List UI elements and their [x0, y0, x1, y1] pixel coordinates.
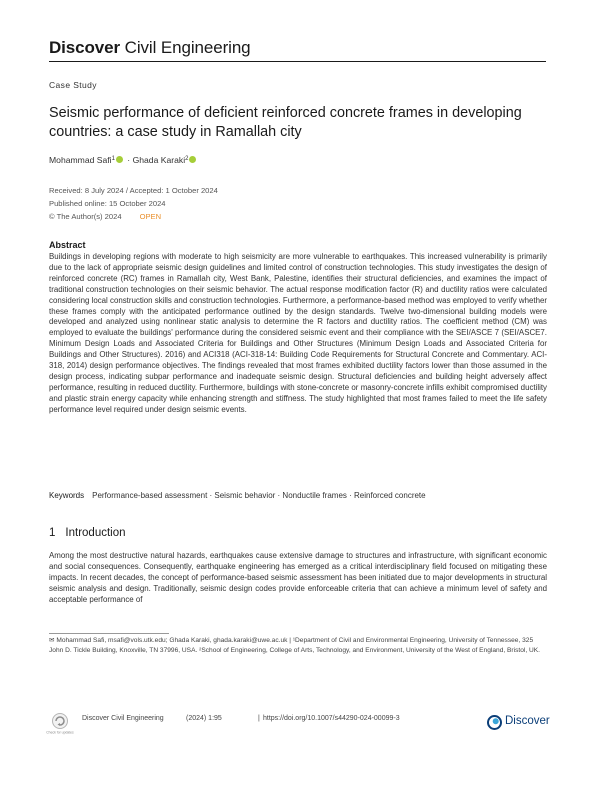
check-for-updates-icon[interactable] — [46, 712, 74, 736]
section-heading — [49, 527, 126, 539]
section-number: 1 — [49, 527, 56, 539]
footer-volume: (2024) 1:95 — [186, 715, 222, 722]
keywords-heading: Keywords — [49, 491, 85, 500]
footnote-rule — [49, 633, 169, 634]
abstract-body: Buildings in developing regions with moderate to high seismicity are more vulnerable to earthquakes. This increased vulnerability is primarily due to the lack of appropriate seismic design guidelines and limited control of construction technologies. This study investigates the design of reinforced concrete (RC) frames in Ramallah city, West Bank, Palestine, identifies their structural deficiencies, and examines the impact of traditional construction technologies on their seismic behavior. The actual response modification factor (R) and ductility ratios were calculated considering local construction skills and construction technologies. Furthermore, a performance-based method was employed to verify whether these frames comply with the anticipated performance outlined by the design standards. Twelve two-dimensional building models were developed and analyzed using nonlinear static analysis to determine the R factors and ductility ratios. The coefficient method (CM) was employed to evaluate the buildings' performance during the considered seismic event and their compliance with the SEI/ASCE 7 (SEI/ASCE7. Minimum Design Loads and Associated Criteria for Buildings and Other Structures (Minimum Design Loads and Associated Criteria for Buildings and Other Structures). 2016) and ACI318 (ACI-318-14: Building Code Requirements for Structural Concrete and Commentary. ACI-318, 2014) design performance objectives. The findings revealed that most frames exhibited ductility factors lower than those assumed in the design process, indicating subpar performance and inadequate seismic design. Structural deficiencies and building height adversely affect performance, resulting in reduced ductility. Furthermore, buildings with stone-concrete or masonry-concrete infills exhibit compromised ductility and plastic strain energy capacity while enhancing strength and stiffness. The study highlighted that most frames failed to meet the life safety performance level required under design seismic events. — [49, 252, 547, 414]
article-type: Case Study — [49, 80, 97, 90]
affiliation-marker: 2 — [185, 156, 189, 162]
footer-separator: | — [258, 715, 260, 722]
keywords-list: Performance-based assessment · Seismic behavior · Nonductile frames · Reinforced concrete — [92, 491, 426, 500]
abstract-heading: Abstract — [49, 240, 86, 250]
footer-journal: Discover Civil Engineering — [82, 715, 164, 722]
journal-name-bold: Discover — [49, 38, 121, 57]
page-footer — [46, 712, 549, 742]
section-body: Among the most destructive natural hazards, earthquakes cause extensive damage to structures and infrastructure, with significant economic and social consequences. Consequently, earthquake engineering has emerged as a critical interdisciplinary field focused on mitigating these impacts. In recent decades, the concept of performance-based seismic assessment has been initiated due to major developments in structural seismic analysis and design. Traditionally, seismic design codes provide enforceable criteria that can achieve a minimum level of safety and acceptable performance of — [49, 551, 547, 604]
author-name[interactable]: Ghada Karaki — [132, 155, 186, 165]
header-rule — [49, 61, 546, 62]
correspondence-footnote: ✉ Mohammad Safi, msafi@vols.utk.edu; Ghada Karaki, ghada.karaki@uwe.ac.uk | ¹Department of Civil and Environmental Engineering, University of Tennessee, 325 John D. Tickle Building, Knoxville, TN 37996, USA. ²School of Engineering, College of Arts, Technology, and Environment, University of the West of England, Bristol, UK. — [49, 637, 540, 655]
published-date: Published online: 15 October 2024 — [49, 199, 166, 208]
check-for-updates-label: Check for updates — [46, 730, 74, 735]
affiliation-marker: 1 — [111, 156, 115, 162]
article-title: Seismic performance of deficient reinforced concrete frames in developing countries: a case study in Ramallah city — [49, 105, 522, 140]
received-accepted-dates: Received: 8 July 2024 / Accepted: 1 October 2024 — [49, 186, 218, 195]
license-line — [49, 212, 161, 221]
journal-name-rest: Civil Engineering — [124, 38, 251, 57]
discover-logo-text: Discover — [505, 715, 550, 727]
author-separator: · — [124, 155, 133, 165]
author-list — [49, 155, 198, 165]
author-name[interactable]: Mohammad Safi — [49, 155, 112, 165]
doi-link[interactable]: https://doi.org/10.1007/s44290-024-00099-3 — [263, 715, 400, 722]
orcid-icon[interactable] — [116, 156, 123, 163]
copyright: © The Author(s) 2024 — [49, 212, 122, 221]
journal-name — [49, 38, 251, 58]
orcid-icon[interactable] — [189, 156, 196, 163]
discover-logo-icon — [487, 715, 502, 730]
section-title: Introduction — [65, 527, 126, 539]
keywords — [49, 491, 426, 500]
open-access-badge: OPEN — [139, 212, 162, 221]
